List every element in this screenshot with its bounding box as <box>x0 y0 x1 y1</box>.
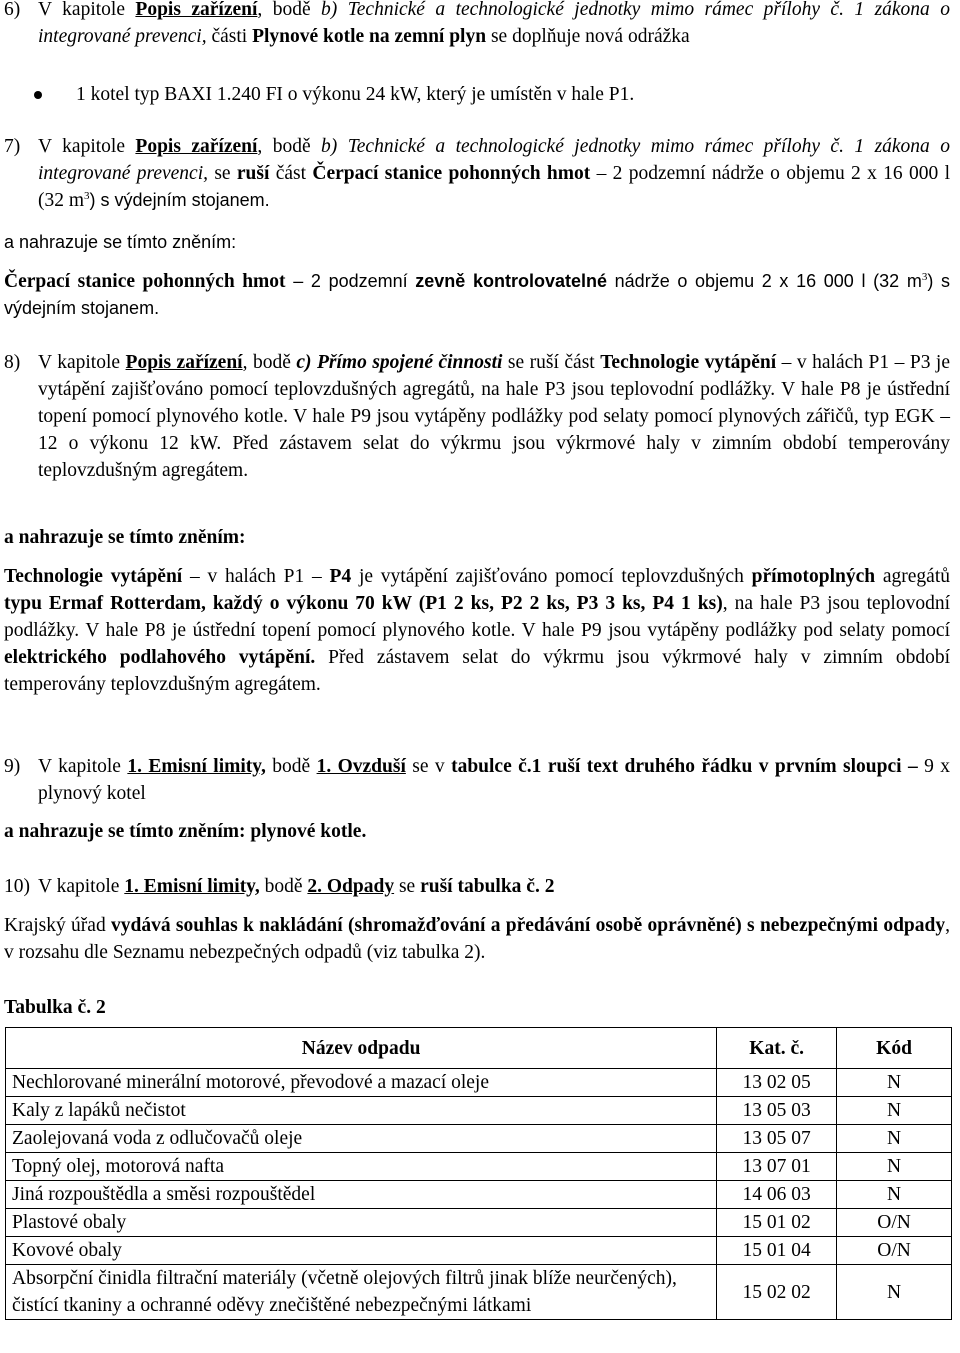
waste-name-cell: Zaolejovaná voda z odlučovačů oleje <box>6 1125 717 1153</box>
bullet-item-kotel: 1 kotel typ BAXI 1.240 FI o výkonu 24 kW, který je umístěn v hale P1. <box>76 84 635 105</box>
waste-name-cell: Kovové obaly <box>6 1237 717 1265</box>
col-header-cat: Kat. č. <box>717 1028 837 1069</box>
table-row <box>6 1181 952 1209</box>
table-header-row <box>6 1028 952 1069</box>
replace-heading-8: a nahrazuje se tímto zněním: <box>4 527 246 548</box>
waste-table <box>5 1027 952 1320</box>
waste-name-cell: Kaly z lapáků nečistot <box>6 1097 717 1125</box>
waste-name-cell: Plastové obaly <box>6 1209 717 1237</box>
code-cell: N <box>837 1125 952 1153</box>
table-row <box>6 1209 952 1237</box>
category-cell: 13 05 07 <box>717 1125 837 1153</box>
code-cell: O/N <box>837 1237 952 1265</box>
category-cell: 13 02 05 <box>717 1069 837 1097</box>
code-cell: N <box>837 1265 952 1320</box>
item-number-6: 6) <box>4 0 21 20</box>
popis-zarizeni-link: Popis zařízení <box>135 0 258 20</box>
item-number-10: 10) <box>4 876 30 897</box>
code-cell: N <box>837 1097 952 1125</box>
table-row <box>6 1265 952 1320</box>
replace-heading-7: a nahrazuje se tímto zněním: <box>4 232 237 252</box>
category-cell: 15 02 02 <box>717 1265 837 1320</box>
category-cell: 13 07 01 <box>717 1153 837 1181</box>
item-number-7: 7) <box>4 136 21 157</box>
table-title: Tabulka č. 2 <box>4 997 106 1018</box>
waste-name-cell: Topný olej, motorová nafta <box>6 1153 717 1181</box>
item-number-8: 8) <box>4 352 21 373</box>
code-cell: N <box>837 1153 952 1181</box>
paragraph-8-new: Technologie vytápění – v halách P1 – P4 je vytápění zajišťováno pomocí teplovzdušných přímotoplných agregátů typu Ermaf Rotterdam, každý o výkonu 70 kW (P1 2 ks, P2 2 ks, P3 3 ks, P4 1 ks), na hale P3 jsou teplovodní podlážky. V hale P8 je ústřední topení pomocí plynového kotle. V hale P9 jsou vytápěny podlážky pod selaty pomocí elektrického podlahového vytápění. Před zástavem selat do výkrmu jsou výkrmové haly v zimním období temperovány teplovzdušným agregátem. <box>4 566 950 695</box>
code-cell: O/N <box>837 1209 952 1237</box>
krajsky-urad-paragraph: Krajský úřad vydává souhlas k nakládání (shromažďování a předávání osobě oprávněné) s nebezpečnými odpady, v rozsahu dle Seznamu nebezpečných odpadů (viz tabulka 2). <box>4 915 950 963</box>
waste-name-cell: Absorpční činidla filtrační materiály (včetně olejových filtrů jinak blíže neurčených), čistící tkaniny a ochranné oděvy znečištěné nebezpečnými látkami <box>6 1265 717 1320</box>
paragraph-6: V kapitole Popis zařízení, bodě b) Technické a technologické jednotky mimo rámec přílohy č. 1 zákona o integrované prevenci, části Plynové kotle na zemní plyn se doplňuje nová odrážka <box>38 0 950 47</box>
paragraph-10: V kapitole 1. Emisní limity, bodě 2. Odpady se ruší tabulka č. 2 <box>38 876 555 897</box>
table-row <box>6 1069 952 1097</box>
item-number-9: 9) <box>4 756 21 777</box>
bullet-icon <box>34 91 42 99</box>
waste-name-cell: Nechlorované minerální motorové, převodové a mazací oleje <box>6 1069 717 1097</box>
table-row <box>6 1153 952 1181</box>
col-header-name: Název odpadu <box>6 1028 717 1069</box>
category-cell: 13 05 03 <box>717 1097 837 1125</box>
table-row <box>6 1125 952 1153</box>
replace-heading-9: a nahrazuje se tímto zněním: plynové kotle. <box>4 821 367 842</box>
paragraph-9: V kapitole 1. Emisní limity, bodě 1. Ovzduší se v tabulce č.1 ruší text druhého řádku v prvním sloupci – 9 x plynový kotel <box>38 756 951 804</box>
category-cell: 15 01 02 <box>717 1209 837 1237</box>
category-cell: 15 01 04 <box>717 1237 837 1265</box>
paragraph-7: V kapitole Popis zařízení, bodě b) Technické a technologické jednotky mimo rámec přílohy č. 1 zákona o integrované prevenci, se ruší část Čerpací stanice pohonných hmot – 2 podzemní nádrže o objemu 2 x 16 000 l (32 $m^3$) s výdejním stojanem. <box>38 136 950 211</box>
col-header-code: Kód <box>837 1028 952 1069</box>
code-cell: N <box>837 1181 952 1209</box>
category-cell: 14 06 03 <box>717 1181 837 1209</box>
paragraph-7-new: Čerpací stanice pohonných hmot – 2 podzemní zevně kontrolovatelné nádrže o objemu 2 x 16 000 l (32 $m^3$) s výdejním stojanem. <box>4 271 950 318</box>
table-row <box>6 1237 952 1265</box>
waste-name-cell: Jiná rozpouštědla a směsi rozpouštědel <box>6 1181 717 1209</box>
table-row <box>6 1097 952 1125</box>
paragraph-8: V kapitole Popis zařízení, bodě c) Přímo spojené činnosti se ruší část Technologie vytápění – v halách P1 – P3 je vytápění zajišťováno pomocí teplovzdušných agregátů, na hale P3 jsou teplovodní podlážky. V hale P8 je ústřední topení pomocí plynového kotle. V hale P9 jsou vytápěny podlážky pod selaty pomocí plynových zářičů, typ EGK – 12 o výkonu 12 kW. Před zástavem selat do výkrmu jsou výkrmové haly v zimním období temperovány teplovzdušným agregátem. <box>38 352 951 481</box>
code-cell: N <box>837 1069 952 1097</box>
